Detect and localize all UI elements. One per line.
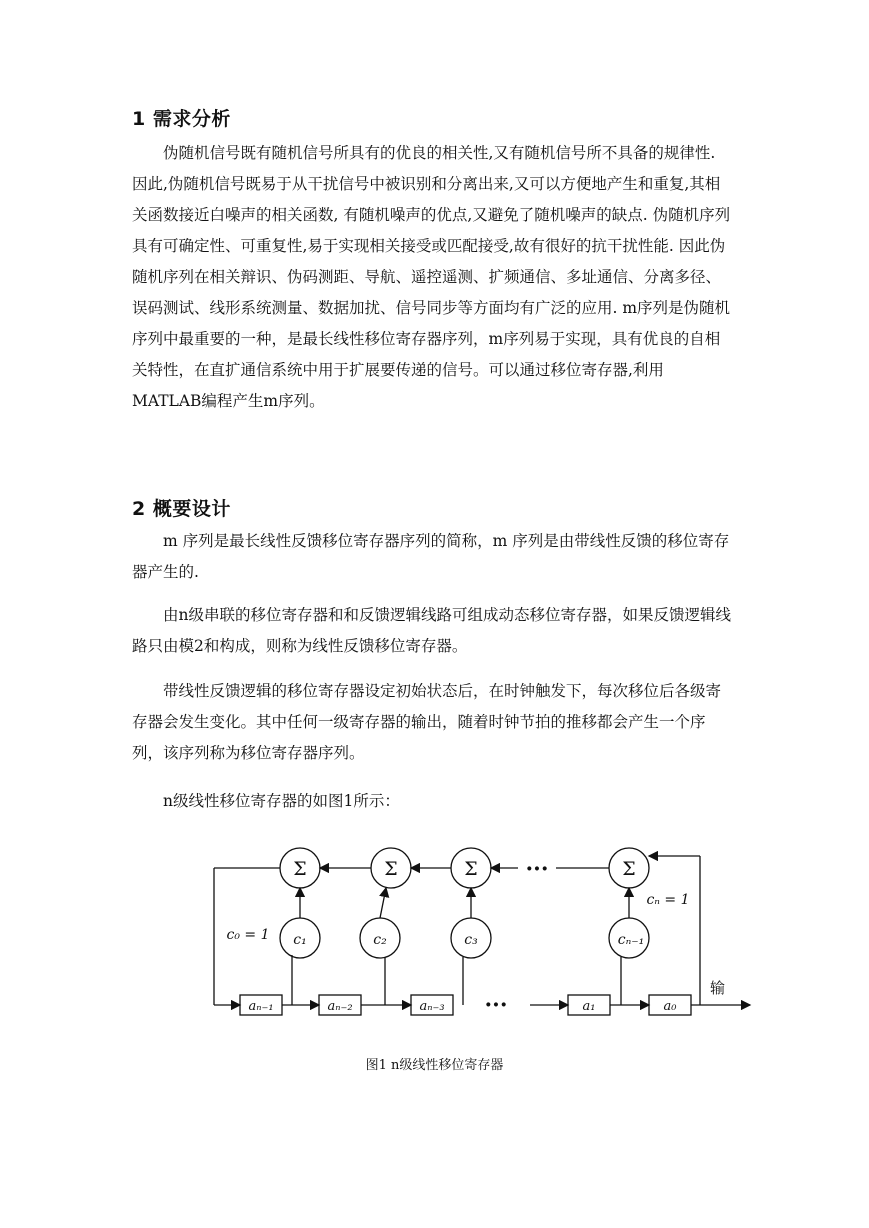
sum-label-3: Σ — [464, 858, 478, 880]
sum-label-1: Σ — [293, 858, 307, 880]
section2-paragraph-4: n级线性移位寄存器的如图1所示： — [163, 792, 400, 810]
figure-caption: 图1 n级线性移位寄存器 — [365, 1058, 504, 1073]
coef-label-1: c₁ — [293, 932, 307, 948]
register-label-a0: a₀ — [663, 999, 677, 1014]
section2-heading: 2 概要设计 — [132, 498, 231, 520]
register-label-a1: a₁ — [582, 999, 596, 1014]
register-label-an-3: aₙ₋₃ — [419, 999, 445, 1014]
sum-label-n: Σ — [622, 858, 636, 880]
ellipsis-bottom: ··· — [484, 992, 508, 1018]
output-label: 输 — [710, 979, 726, 997]
coef-label-3: c₃ — [464, 932, 478, 948]
section2-paragraph-2: 由n级串联的移位寄存器和和反馈逻辑线路可组成动态移位寄存器，如果反馈逻辑线路只由模2和构成，则称为线性反馈移位寄存器。 — [132, 606, 731, 655]
section2-paragraph-1: m 序列是最长线性反馈移位寄存器序列的简称，m 序列是由带线性反馈的移位寄存器产生的. — [132, 532, 730, 581]
coef-label-2: c₂ — [373, 932, 387, 948]
sum-label-2: Σ — [384, 858, 398, 880]
register-label-an-2: aₙ₋₂ — [327, 999, 353, 1014]
section1-heading: 1 需求分析 — [132, 108, 231, 130]
c0-label: c₀ = 1 — [226, 927, 270, 943]
cn-label: cₙ = 1 — [646, 892, 690, 908]
section2-paragraph-3: 带线性反馈逻辑的移位寄存器设定初始状态后，在时钟触发下，每次移位后各级寄存器会发生变化。其中任何一级寄存器的输出，随着时钟节拍的推移都会产生一个序列，该序列称为移位寄存器序列。 — [132, 682, 722, 762]
coef-label-n-1: cₙ₋₁ — [617, 932, 645, 948]
ellipsis-top: ··· — [525, 856, 549, 882]
section1-paragraph: 伪随机信号既有随机信号所具有的优良的相关性,又有随机信号所不具备的规律性. 因此,伪随机信号既易于从干扰信号中被识别和分离出来,又可以方便地产生和重复,其相关函数接近白噪声的相关函数, 有随机噪声的优点,又避免了随机噪声的缺点. 伪随机序列具有可确定性、可重复性,易于实现相关接受或匹配接受,故有很好的抗干扰性能. 因此伪随机序列在相关辩识、伪码测距、导航、遥控遥测、扩频通信、多址通信、分离多径、误码测试、线形系统测量、数据加扰、信号同步等方面均有广泛的应用. m序列是伪随机序列中最重要的一种，是最长线性移位寄存器序列，m序列易于实现，具有优良的自相关特性，在直扩通信系统中用于扩展要传递的信号。可以通过移位寄存器,利用MATLAB编程产生m序列。 — [132, 144, 731, 410]
lfsr-diagram — [200, 840, 760, 1030]
register-label-an-1: aₙ₋₁ — [248, 999, 274, 1014]
